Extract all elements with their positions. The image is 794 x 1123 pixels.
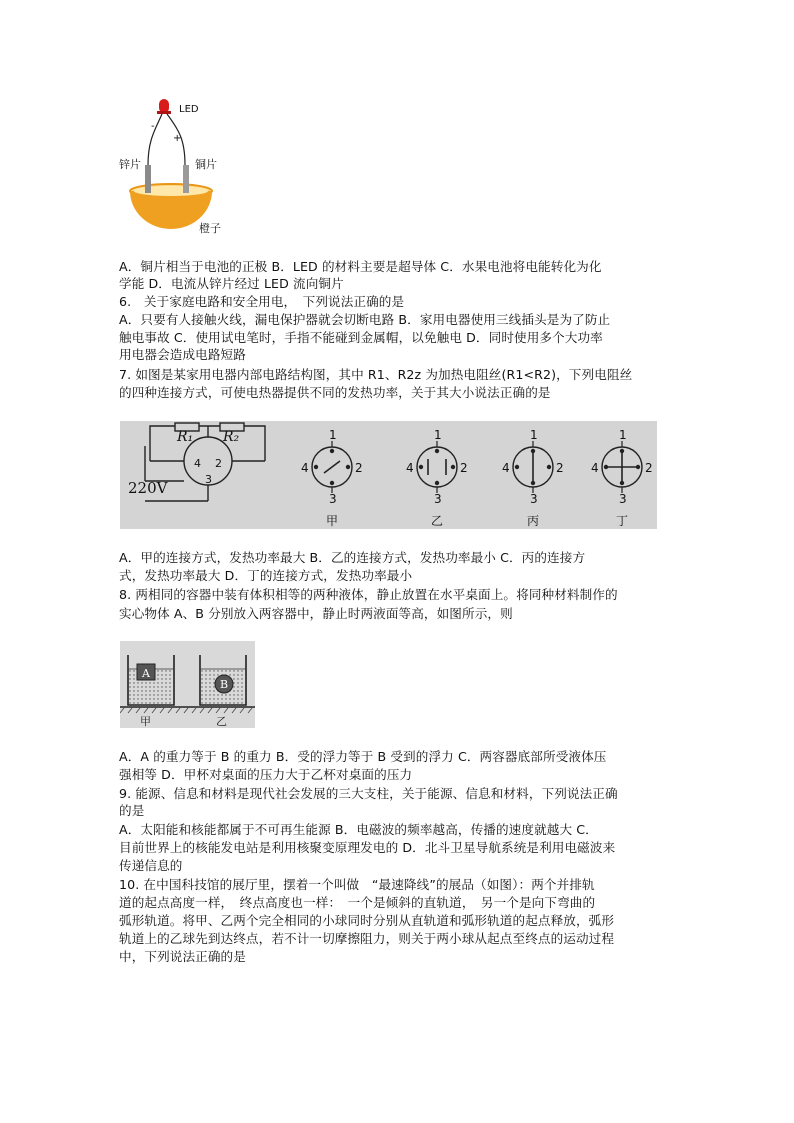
q8-option-line-1: A．A 的重力等于 B 的重力 B．受的浮力等于 B 受到的浮力 C．两容器底部所受液体压 xyxy=(119,749,607,764)
terminal-label-ding-3: 3 xyxy=(619,492,627,506)
q8-stem-line-1: 8. 两相同的容器中装有体积相等的两种液体，静止放置在水平桌面上。将同种材料制作的 xyxy=(119,587,618,602)
diagram-label-ding: 丁 xyxy=(616,514,629,528)
led-base-icon xyxy=(157,111,171,114)
q5-option-line-1: A．铜片相当于电池的正极 B．LED 的材料主要是超导体 C．水果电池将电能转化为化 xyxy=(119,259,602,274)
fruit-battery-figure xyxy=(115,95,225,245)
r2-label: R₂ xyxy=(223,429,240,445)
q9-stem-line-2: 的是 xyxy=(119,803,145,818)
terminal-label-yi-2: 2 xyxy=(460,461,468,475)
q7-stem-line-2: 的四种连接方式，可使电热器提供不同的发热功率，关于其大小说法正确的是 xyxy=(119,385,551,400)
q6-option-line-3: 用电器会造成电路短路 xyxy=(119,347,246,362)
diagram-label-bing: 丙 xyxy=(527,514,540,528)
q9-option-line-3: 传递信息的 xyxy=(119,858,183,873)
plus-sign: + xyxy=(173,133,182,144)
terminal-label-yi-1: 1 xyxy=(434,428,442,442)
q6-option-line-1: A．只要有人接触火线，漏电保护器就会切断电路 B．家用电器使用三线插头是为了防止 xyxy=(119,312,611,327)
q6-option-line-2: 触电事故 C．使用试电笔时，手指不能碰到金属帽，以免触电 D．同时使用多个大功率 xyxy=(119,330,603,345)
q8-stem-line-2: 实心物体 A、B 分别放入两容器中，静止时两液面等高，如图所示，则 xyxy=(119,606,513,621)
main-terminal-3: 3 xyxy=(205,473,212,486)
q8-option-line-2: 强相等 D．甲杯对桌面的压力大于乙杯对桌面的压力 xyxy=(119,767,413,782)
terminal-label-bing-3: 3 xyxy=(530,492,538,506)
terminal-label-ding-4: 4 xyxy=(591,461,599,475)
q7-option-line-1: A．甲的连接方式，发热功率最大 B．乙的连接方式，发热功率最小 C．丙的连接方 xyxy=(119,550,586,565)
q6-stem: 6. 关于家庭电路和安全用电， 下列说法正确的是 xyxy=(119,294,405,309)
terminal-label-yi-3: 3 xyxy=(434,492,442,506)
q10-stem-line-5: 中，下列说法正确的是 xyxy=(119,949,246,964)
q10-stem-line-3: 弧形轨道。将甲、乙两个完全相同的小球同时分别从直轨道和弧形轨道的起点释放，弧形 xyxy=(119,913,615,928)
orange-label: 橙子 xyxy=(199,222,221,235)
q10-stem-line-2: 道的起点高度一样， 终点高度也一样： 一个是倾斜的直轨道， 另一个是向下弯曲的 xyxy=(119,895,596,910)
led-label: LED xyxy=(179,104,199,115)
container-right-label: 乙 xyxy=(216,715,227,728)
terminal-label-bing-2: 2 xyxy=(556,461,564,475)
copper-plate-icon xyxy=(183,165,189,193)
terminal-label-jia-2: 2 xyxy=(355,461,363,475)
q9-option-line-2: 目前世界上的核能发电站是利用核聚变原理发电的 D．北斗卫星导航系统是利用电磁波来 xyxy=(119,840,616,855)
copper-label: 铜片 xyxy=(195,158,217,171)
circuit-figure xyxy=(120,421,657,529)
terminal-label-bing-1: 1 xyxy=(530,428,538,442)
led-icon xyxy=(159,99,169,113)
terminal-label-ding-1: 1 xyxy=(619,428,627,442)
object-a-label: A xyxy=(142,667,150,680)
terminal-label-yi-4: 4 xyxy=(406,461,414,475)
main-terminal-2: 2 xyxy=(215,457,222,470)
container-left-label: 甲 xyxy=(140,715,151,728)
object-b-label: B xyxy=(220,678,229,691)
terminal-label-ding-2: 2 xyxy=(645,461,653,475)
minus-sign: - xyxy=(151,121,155,132)
voltage-label: 220V xyxy=(128,479,168,497)
zinc-label: 锌片 xyxy=(119,158,141,171)
q5-option-line-2: 学能 D．电流从锌片经过 LED 流向铜片 xyxy=(119,276,344,291)
q7-stem-line-1: 7. 如图是某家用电器内部电路结构图，其中 R1、R2z 为加热电阻丝(R1<R2)，下列电阻丝 xyxy=(119,367,633,382)
main-terminal-4: 4 xyxy=(194,457,201,470)
q7-option-line-2: 式，发热功率最大 D．丁的连接方式，发热功率最小 xyxy=(119,568,413,583)
containers-figure xyxy=(120,641,255,728)
terminal-label-jia-4: 4 xyxy=(301,461,309,475)
terminal-label-jia-3: 3 xyxy=(329,492,337,506)
q10-stem-line-1: 10. 在中国科技馆的展厅里，摆着一个叫做 “最速降线”的展品（如图）：两个并排轨 xyxy=(119,877,595,892)
zinc-plate-icon xyxy=(145,165,151,193)
diagram-label-yi: 乙 xyxy=(431,514,444,528)
r1-label: R₁ xyxy=(177,429,194,445)
q9-stem-line-1: 9. 能源、信息和材料是现代社会发展的三大支柱，关于能源、信息和材料，下列说法正确 xyxy=(119,786,618,801)
diagram-label-jia: 甲 xyxy=(326,514,339,528)
terminal-label-jia-1: 1 xyxy=(329,428,337,442)
q10-stem-line-4: 轨道上的乙球先到达终点，若不计一切摩擦阻力，则关于两小球从起点至终点的运动过程 xyxy=(119,931,615,946)
terminal-label-bing-4: 4 xyxy=(502,461,510,475)
q9-option-line-1: A．太阳能和核能都属于不可再生能源 B．电磁波的频率越高，传播的速度就越大 C． xyxy=(119,822,598,837)
